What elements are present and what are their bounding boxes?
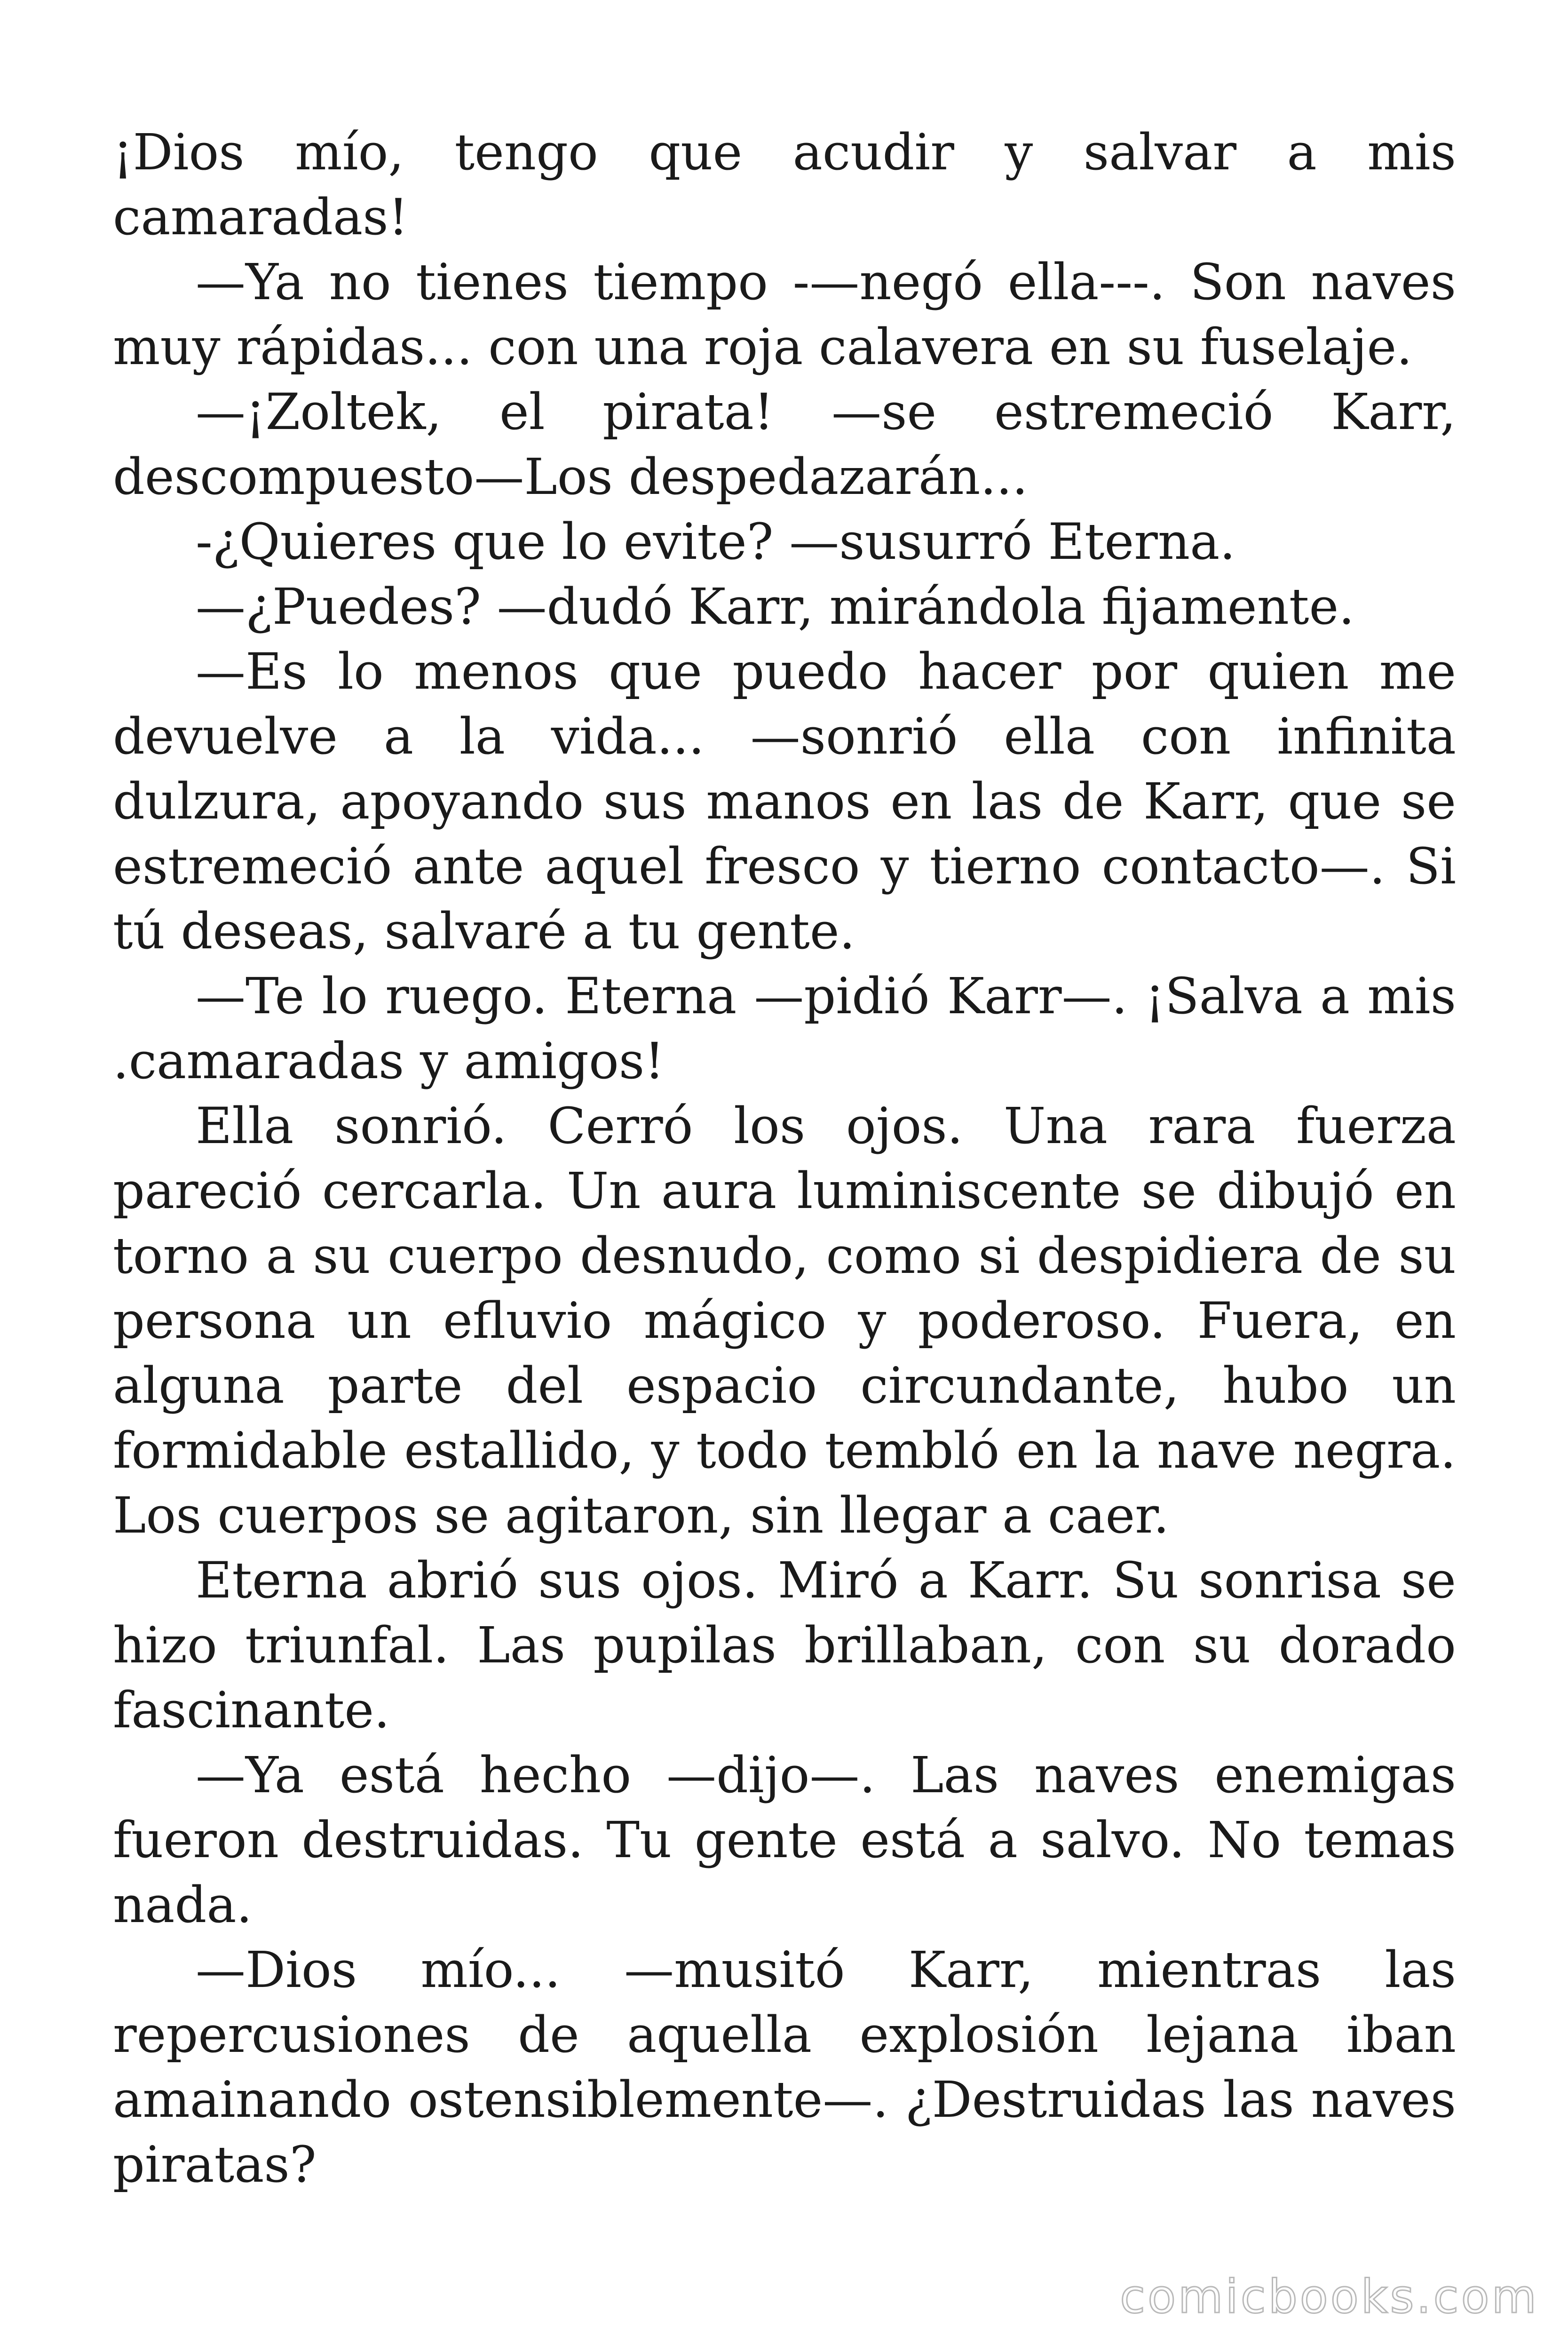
paragraph-2: —Ya no tienes tiempo -—negó ella---. Son naves muy rápidas... con una roja calavera en su fuselaje. xyxy=(113,253,1456,376)
paragraph-3: —¡Zoltek, el pirata! —se estremeció Karr, descompuesto—Los despedazarán... xyxy=(113,383,1456,506)
paragraph-7: —Te lo ruego. Eterna —pidió Karr—. ¡Salva a mis .camaradas y amigos! xyxy=(113,967,1456,1090)
paragraph-9: Eterna abrió sus ojos. Miró a Karr. Su sonrisa se hizo triunfal. Las pupilas brillaban, con su dorado fascinante. xyxy=(113,1551,1456,1739)
paragraph-8: Ella sonrió. Cerró los ojos. Una rara fuerza pareció cercarla. Un aura luminiscente se dibujó en torno a su cuerpo desnudo, como si despidiera de su persona un efluvio mágico y poderoso. Fuera, en alguna parte del espacio circundante, hubo un formidable estallido, y todo tembló en la nave negra. Los cuerpos se agitaron, sin llegar a caer. xyxy=(113,1097,1456,1544)
paragraph-6: —Es lo menos que puedo hacer por quien me devuelve a la vida... —sonrió ella con infinita dulzura, apoyando sus manos en las de Karr, que se estremeció ante aquel fresco y tierno contacto—. Si tú deseas, salvaré a tu gente. xyxy=(113,643,1456,960)
paragraph-4: -¿Quieres que lo evite? —susurró Eterna. xyxy=(196,513,1235,571)
paragraph-10: —Ya está hecho —dijo—. Las naves enemigas fueron destruidas. Tu gente está a salvo. No temas nada. xyxy=(113,1746,1456,1934)
paragraph-5: —¿Puedes? —dudó Karr, mirándola fijamente. xyxy=(196,578,1354,636)
watermark-text: comicbooks.com xyxy=(1120,2270,1539,2324)
paragraph-1: ¡Dios mío, tengo que acudir y salvar a mis camaradas! xyxy=(113,123,1456,246)
paragraph-11: —Dios mío... —musitó Karr, mientras las repercusiones de aquella explosión lejana iban amainando ostensiblemente—. ¿Destruidas las naves piratas? xyxy=(113,1941,1456,2193)
page-text xyxy=(113,120,1456,2197)
